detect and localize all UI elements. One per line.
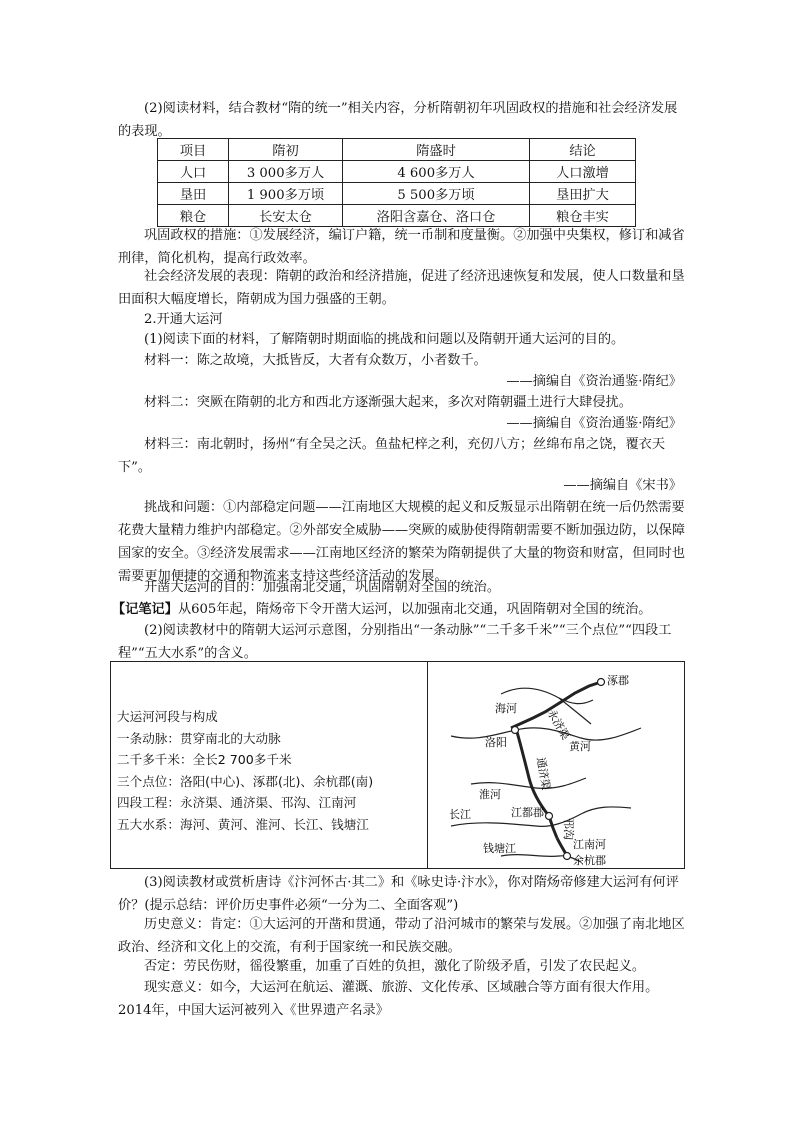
table-cell: 5 500多万顷 <box>343 183 530 205</box>
label-changjiang: 长江 <box>449 808 471 821</box>
question-1-text: (1)阅读下面的材料，了解隋朝时期面临的挑战和问题以及隋朝开通大运河的目的。 <box>144 332 625 347</box>
material-3: 材料三：南北朝时，扬州“有全吴之沃。鱼盐杞梓之利，充仞八方；丝绵布帛之饶，覆衣天下”。 <box>118 437 666 475</box>
note-text: 从605年起，隋炀帝下令开凿大运河，以加强南北交通，巩固隋朝对全国的统治。 <box>177 602 652 617</box>
table-row <box>158 183 636 205</box>
economy-paragraph: 社会经济发展的表现：隋朝的政治和经济措施，促进了经济迅速恢复和发展，使人口数量和垦田面积大幅度增长，隋朝成为国力强盛的王朝。 <box>118 269 685 307</box>
grand-canal-box <box>110 661 685 869</box>
table-cell: 3 000多万人 <box>229 161 343 183</box>
canal-summary-line: 三个点位：洛阳(中心)、涿郡(北)、余杭郡(南) <box>117 773 374 789</box>
material-1-source: ——摘编自《资治通鉴·隋纪》 <box>506 374 682 389</box>
label-jiangdujun: 江都郡 <box>511 806 544 819</box>
challenges-paragraph: 挑战和问题：①内部稳定问题——江南地区大规模的起义和反叛显示出隋朝在统一后仍然需要花费大量精力维护内部稳定。②外部安全威胁——突厥的威胁使得隋朝需要不断加强边防，以保障国家的安全。③经济发展需求——江南地区经济的繁荣为隋朝提供了大量的物资和财富，但同时也需要更加便捷的交通和物流来支持这些经济活动的发展。 <box>118 500 686 584</box>
question-3-text: (3)阅读教材或赏析唐诗《汴河怀古·其二》和《咏史诗·汴水》，你对隋炀帝修建大运河有何评价？(提示总结：评价历史事件必须“一分为二、全面客观”) <box>118 875 679 913</box>
label-zhuojun: 涿郡 <box>607 674 629 687</box>
label-yongjiqu: 永济渠 <box>544 707 573 743</box>
modern-significance: 现实意义：如今，大运河在航运、灌溉、旅游、文化传承、区域融合等方面有很大作用。2014年，中国大运河被列入《世界遗产名录》 <box>118 980 659 1018</box>
table-header-row <box>158 139 636 161</box>
measures-paragraph: 巩固政权的措施：①发展经济，编订户籍，统一币制和度量衡。②加强中央集权，修订和减省刑律，简化机构，提高行政效率。 <box>118 228 685 266</box>
table-header: 隋盛时 <box>343 139 530 161</box>
label-luoyang: 洛阳 <box>485 736 507 749</box>
material-1: 材料一：陈之故境，大抵皆反，大者有众数万，小者数千。 <box>144 353 487 368</box>
question-2-map-text: (2)阅读教材中的隋朝大运河示意图，分别指出“一条动脉”“二千多千米”“三个点位”“四段工程”“五大水系”的含义。 <box>118 623 672 661</box>
luoyang-point <box>512 727 519 734</box>
label-haihe: 海河 <box>495 702 517 715</box>
label-jiangnanhe: 江南河 <box>573 838 606 851</box>
yellow-river <box>451 728 641 740</box>
section-heading: 2.开通大运河 <box>144 312 223 327</box>
label-tongjiqu: 通济渠 <box>534 756 553 792</box>
material-3-source: ——摘编自《宋书》 <box>563 478 682 493</box>
material-2-source: ——摘编自《资治通鉴·隋纪》 <box>506 416 682 431</box>
label-hangou: 邗沟 <box>562 818 575 840</box>
table-header: 结论 <box>530 139 636 161</box>
material-2: 材料二：突厥在隋朝的北方和西北方逐渐强大起来，多次对隋朝疆土进行大肆侵扰。 <box>144 395 632 410</box>
canal-summary <box>117 706 417 835</box>
question-2-text: (2)阅读材料，结合教材“隋的统一”相关内容，分析隋朝初年巩固政权的措施和社会经济发展的表现。 <box>118 101 678 139</box>
canal-summary-line: 四段工程：永济渠、通济渠、邗沟、江南河 <box>117 795 357 810</box>
canal-summary-line: 五大水系：海河、黄河、淮河、长江、钱塘江 <box>117 816 369 832</box>
table-cell: 4 600多万人 <box>343 161 530 183</box>
note-tag: 【记笔记】 <box>112 602 178 617</box>
purpose-paragraph: 开凿大运河的目的：加强南北交通，巩固隋朝对全国的统治。 <box>144 580 501 595</box>
canal-summary-line: 二千多千米：全长2 700多千米 <box>117 752 292 767</box>
label-yuhangjun: 余杭郡 <box>573 854 606 866</box>
table-row <box>158 161 636 183</box>
table-cell: 粮仓丰实 <box>530 205 636 227</box>
canal-summary-line: 一条动脉：贯穿南北的大动脉 <box>117 730 281 746</box>
grand-canal-map <box>441 666 676 866</box>
table-header: 隋初 <box>229 139 343 161</box>
label-huaihe: 淮河 <box>479 788 501 801</box>
note-paragraph <box>112 598 697 621</box>
table-cell: 人口 <box>158 161 229 183</box>
table-cell: 长安太仓 <box>229 205 343 227</box>
table-cell: 洛阳含嘉仓、洛口仓 <box>343 205 530 227</box>
table-cell: 粮仓 <box>158 205 229 227</box>
negative-evaluation: 否定：劳民伤财，徭役繁重，加重了百姓的负担，激化了阶级矛盾，引发了农民起义。 <box>144 959 646 974</box>
table-header: 项目 <box>158 139 229 161</box>
table-cell: 人口激增 <box>530 161 636 183</box>
historical-significance: 历史意义：肯定：①大运河的开凿和贯通，带动了沿河城市的繁荣与发展。②加强了南北地区政治、经济和文化上的交流，有利于国家统一和民族交融。 <box>118 917 685 955</box>
table-cell: 1 900多万顷 <box>229 183 343 205</box>
table-cell: 垦田扩大 <box>530 183 636 205</box>
sui-comparison-table <box>157 138 636 227</box>
table-cell: 垦田 <box>158 183 229 205</box>
jiangdujun-point <box>546 813 553 820</box>
zhuojun-point <box>598 679 605 686</box>
yuhangjun-point <box>564 853 571 860</box>
label-huanghe: 黄河 <box>569 740 591 753</box>
box-divider <box>427 662 428 868</box>
label-qiantangjiang: 钱塘江 <box>483 842 516 855</box>
canal-summary-title: 大运河河段与构成 <box>117 709 218 724</box>
